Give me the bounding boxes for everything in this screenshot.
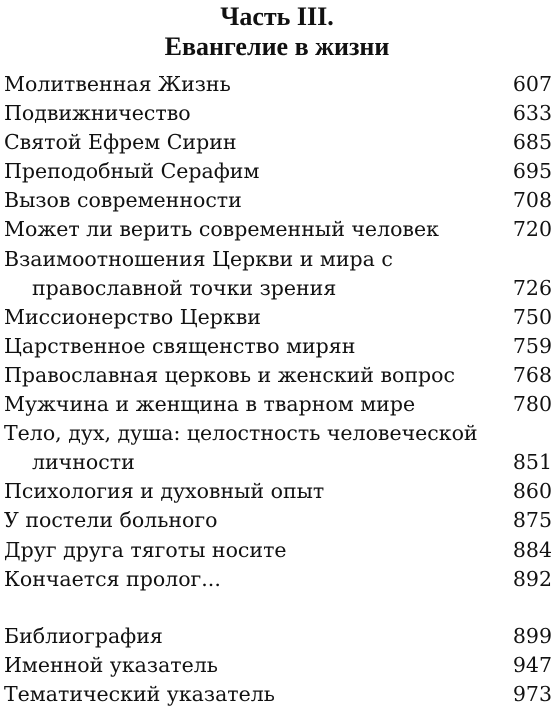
- table-of-contents: [4, 70, 552, 709]
- toc-entry-first-line: [4, 245, 552, 274]
- toc-entry-title: Кончается пролог...: [4, 566, 221, 591]
- toc-entry-page: 726: [512, 275, 552, 300]
- toc-entry-page: 759: [512, 333, 552, 358]
- toc-entry-title: Психология и духовный опыт: [4, 479, 325, 504]
- toc-entry-title: Молитвенная Жизнь: [4, 72, 231, 96]
- part-heading: Часть III.: [220, 2, 334, 31]
- toc-entry-title: Святой Ефрем Сирин: [4, 130, 237, 155]
- appendix-entry-title: Именной указатель: [4, 652, 218, 677]
- toc-entry-title: Преподобный Серафим: [4, 159, 260, 184]
- appendix-entry-title: Библиография: [4, 623, 163, 648]
- toc-entry: [4, 536, 552, 565]
- toc-entry-title-continuation: православной точки зрения: [32, 275, 337, 300]
- toc-entry-page: 875: [512, 508, 552, 533]
- toc-entry-title: Подвижничество: [4, 101, 191, 126]
- toc-entry-page: 860: [512, 479, 552, 504]
- toc-entry-page: 750: [512, 304, 552, 329]
- toc-entry: [4, 128, 552, 157]
- toc-entry: [4, 390, 552, 419]
- toc-entry-title: Вызов современности: [4, 188, 242, 213]
- toc-entry-page: 633: [512, 101, 552, 126]
- toc-entry-page: 884: [512, 537, 552, 562]
- toc-entry-title: Тело, дух, душа: целостность человеческой: [4, 421, 478, 446]
- toc-entry: [4, 565, 552, 594]
- toc-entry: [4, 477, 552, 506]
- toc-entry-first-line: [4, 419, 552, 448]
- part-title: Евангелие в жизни: [164, 32, 390, 61]
- toc-entry-page: 768: [512, 362, 552, 387]
- toc-entry-page: 685: [512, 130, 552, 155]
- toc-entry-title: У постели больного: [4, 508, 218, 533]
- toc-entry-title-continuation: личности: [32, 450, 135, 475]
- appendix-entry-page: 899: [512, 623, 552, 648]
- toc-entry: [4, 332, 552, 361]
- toc-entry-title: Взаимоотношения Церкви и мира с: [4, 246, 393, 271]
- toc-entry: [4, 157, 552, 186]
- toc-entry-page: 851: [512, 450, 552, 475]
- toc-entry-continuation: [4, 448, 552, 477]
- toc-entry-page: 695: [512, 159, 552, 184]
- toc-entry-continuation: [4, 274, 552, 303]
- appendix-entry-page: 947: [512, 652, 552, 677]
- toc-entry: [4, 361, 552, 390]
- appendix-entry: [4, 622, 552, 651]
- toc-entry-page: 780: [512, 392, 552, 417]
- toc-entry: [4, 99, 552, 128]
- toc-entry-title: Миссионерство Церкви: [4, 304, 261, 329]
- appendix-entry-page: 973: [512, 681, 552, 706]
- appendix-entry: [4, 651, 552, 680]
- toc-entry: [4, 70, 552, 99]
- toc-entry-page: 708: [512, 188, 552, 213]
- toc-entry: [4, 215, 552, 244]
- toc-entry-title: Друг друга тяготы носите: [4, 537, 287, 562]
- section-gap: [4, 594, 552, 622]
- toc-entry: [4, 186, 552, 215]
- toc-entry: [4, 506, 552, 535]
- toc-entry-title: Может ли верить современный человек: [4, 217, 439, 242]
- appendix-entry: [4, 680, 552, 709]
- toc-entry-title: Царственное священство мирян: [4, 333, 356, 358]
- toc-entry-title: Мужчина и женщина в тварном мире: [4, 392, 416, 417]
- toc-entry: [4, 303, 552, 332]
- appendix-entry-title: Тематический указатель: [4, 681, 275, 706]
- toc-entry-page: 607: [512, 72, 552, 96]
- toc-entry-page: 720: [512, 217, 552, 242]
- toc-entry-page: 892: [512, 566, 552, 591]
- toc-entry-title: Православная церковь и женский вопрос: [4, 362, 455, 387]
